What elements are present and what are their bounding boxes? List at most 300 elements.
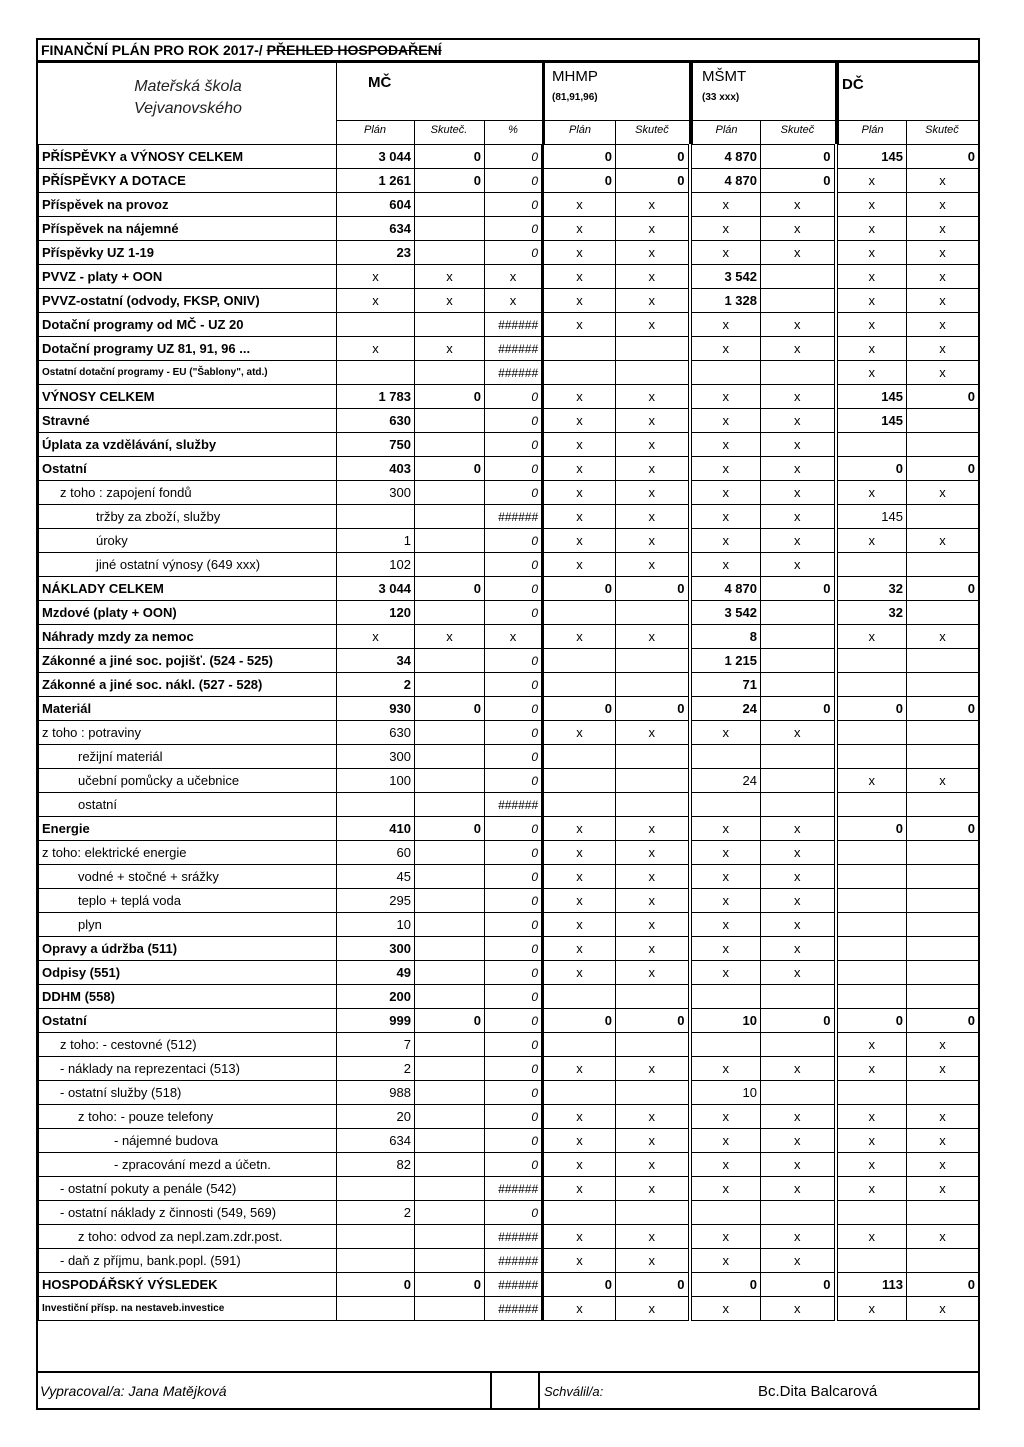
cell-msmt-actual: x — [761, 961, 836, 985]
row-label: Odpisy (551) — [39, 961, 337, 985]
cell-dc-plan: x — [836, 769, 907, 793]
cell-dc-plan: x — [836, 529, 907, 553]
cell-mc-pct: 0 — [485, 913, 543, 937]
cell-mhmp-plan: 0 — [543, 577, 616, 601]
cell-mc-plan: 10 — [337, 913, 415, 937]
cell-mhmp-plan: x — [543, 841, 616, 865]
cell-dc-actual — [907, 433, 979, 457]
cell-dc-actual: x — [907, 1129, 979, 1153]
row-label: HOSPODÁŘSKÝ VÝSLEDEK — [39, 1273, 337, 1297]
cell-msmt-plan: 71 — [690, 673, 761, 697]
cell-mc-actual — [415, 673, 485, 697]
cell-mc-plan: x — [337, 265, 415, 289]
cell-mhmp-actual: x — [616, 433, 690, 457]
cell-dc-plan: 145 — [836, 385, 907, 409]
cell-msmt-plan: 3 542 — [690, 265, 761, 289]
cell-msmt-actual: x — [761, 1129, 836, 1153]
cell-mc-pct: 0 — [485, 481, 543, 505]
cell-mhmp-actual: x — [616, 865, 690, 889]
cell-msmt-actual: x — [761, 313, 836, 337]
cell-mhmp-actual: x — [616, 937, 690, 961]
table-row — [39, 265, 979, 289]
cell-mc-pct: 0 — [485, 553, 543, 577]
cell-msmt-plan: x — [690, 865, 761, 889]
cell-mc-actual — [415, 1081, 485, 1105]
cell-mhmp-plan — [543, 673, 616, 697]
row-label: NÁKLADY CELKEM — [39, 577, 337, 601]
cell-mc-actual: 0 — [415, 457, 485, 481]
cell-mc-pct: 0 — [485, 697, 543, 721]
cell-msmt-plan: 24 — [690, 697, 761, 721]
cell-mhmp-plan: 0 — [543, 1009, 616, 1033]
cell-mc-plan: 2 — [337, 1057, 415, 1081]
cell-msmt-plan — [690, 1033, 761, 1057]
cell-dc-actual: x — [907, 361, 979, 385]
group-dc: DČ — [842, 76, 864, 93]
cell-mc-plan: 750 — [337, 433, 415, 457]
cell-msmt-plan: x — [690, 841, 761, 865]
table-row — [39, 1057, 979, 1081]
cell-mc-plan: 1 — [337, 529, 415, 553]
cell-dc-plan: x — [836, 361, 907, 385]
cell-msmt-actual: x — [761, 1249, 836, 1273]
cell-msmt-plan: x — [690, 457, 761, 481]
cell-mc-actual — [415, 961, 485, 985]
cell-mhmp-plan: x — [543, 889, 616, 913]
cell-mhmp-actual: x — [616, 385, 690, 409]
cell-mhmp-plan — [543, 769, 616, 793]
cell-mhmp-plan: x — [543, 1129, 616, 1153]
cell-mc-pct: 0 — [485, 817, 543, 841]
cell-mhmp-plan: x — [543, 241, 616, 265]
cell-msmt-actual — [761, 625, 836, 649]
cell-msmt-actual — [761, 673, 836, 697]
cell-msmt-actual: x — [761, 1177, 836, 1201]
cell-msmt-actual — [761, 265, 836, 289]
cell-dc-actual: 0 — [907, 1273, 979, 1297]
table-row — [39, 433, 979, 457]
cell-mc-plan: 403 — [337, 457, 415, 481]
table-row — [39, 865, 979, 889]
cell-mc-actual — [415, 841, 485, 865]
cell-dc-actual: x — [907, 529, 979, 553]
row-label: Ostatní — [39, 1009, 337, 1033]
cell-mhmp-plan: 0 — [543, 169, 616, 193]
cell-dc-plan: x — [836, 265, 907, 289]
col-header-mc-actual: Skuteč. — [430, 124, 468, 136]
cell-mc-plan: 49 — [337, 961, 415, 985]
cell-msmt-plan — [690, 793, 761, 817]
group-mc: MČ — [368, 74, 392, 91]
cell-mc-plan: 45 — [337, 865, 415, 889]
cell-msmt-plan: x — [690, 553, 761, 577]
cell-mhmp-actual — [616, 793, 690, 817]
cell-mc-plan: 2 — [337, 1201, 415, 1225]
cell-mc-pct: 0 — [485, 601, 543, 625]
cell-mhmp-actual — [616, 1081, 690, 1105]
cell-mhmp-actual: x — [616, 217, 690, 241]
table-row — [39, 385, 979, 409]
group-msmt-sub: (33 xxx) — [702, 92, 740, 103]
cell-msmt-actual: x — [761, 1105, 836, 1129]
table-row — [39, 1297, 979, 1321]
cell-mc-actual — [415, 913, 485, 937]
cell-mhmp-plan — [543, 1201, 616, 1225]
table-row — [39, 1081, 979, 1105]
cell-mhmp-actual — [616, 601, 690, 625]
cell-mc-pct: 0 — [485, 841, 543, 865]
cell-mhmp-actual: x — [616, 265, 690, 289]
cell-dc-actual: x — [907, 1105, 979, 1129]
cell-mhmp-plan: x — [543, 937, 616, 961]
table-row — [39, 961, 979, 985]
row-label: z toho: elektrické energie — [39, 841, 337, 865]
row-label: teplo + teplá voda — [39, 889, 337, 913]
table-row — [39, 169, 979, 193]
cell-mhmp-actual — [616, 745, 690, 769]
row-label: Stravné — [39, 409, 337, 433]
cell-dc-plan: 0 — [836, 817, 907, 841]
cell-msmt-plan: x — [690, 433, 761, 457]
table-row — [39, 625, 979, 649]
cell-msmt-plan: 10 — [690, 1009, 761, 1033]
cell-mhmp-plan: x — [543, 1225, 616, 1249]
cell-msmt-actual: x — [761, 889, 836, 913]
cell-dc-actual: x — [907, 625, 979, 649]
cell-dc-plan: x — [836, 1105, 907, 1129]
cell-mc-pct: 0 — [485, 1201, 543, 1225]
cell-mhmp-actual: x — [616, 193, 690, 217]
cell-msmt-actual: x — [761, 553, 836, 577]
cell-mhmp-plan: x — [543, 505, 616, 529]
cell-dc-plan — [836, 889, 907, 913]
cell-mhmp-actual: x — [616, 1057, 690, 1081]
cell-msmt-actual: x — [761, 1297, 836, 1321]
cell-msmt-actual: 0 — [761, 577, 836, 601]
cell-msmt-actual — [761, 769, 836, 793]
cell-msmt-plan: 3 542 — [690, 601, 761, 625]
cell-mhmp-plan — [543, 985, 616, 1009]
row-label: VÝNOSY CELKEM — [39, 385, 337, 409]
cell-dc-actual: x — [907, 313, 979, 337]
cell-mhmp-actual: 0 — [616, 169, 690, 193]
cell-dc-actual — [907, 889, 979, 913]
table-header — [38, 62, 978, 144]
cell-msmt-actual: x — [761, 457, 836, 481]
table-row — [39, 289, 979, 313]
cell-mc-plan — [337, 505, 415, 529]
cell-dc-plan: x — [836, 1057, 907, 1081]
cell-msmt-actual: 0 — [761, 1273, 836, 1297]
cell-mhmp-plan: x — [543, 289, 616, 313]
cell-mhmp-plan: x — [543, 457, 616, 481]
table-row — [39, 913, 979, 937]
school-line-2: Vejvanovského — [134, 100, 242, 117]
cell-msmt-plan: x — [690, 721, 761, 745]
cell-msmt-actual — [761, 985, 836, 1009]
table-row — [39, 697, 979, 721]
table-row — [39, 145, 979, 169]
cell-mc-actual — [415, 1201, 485, 1225]
cell-mhmp-actual — [616, 1033, 690, 1057]
cell-mhmp-plan — [543, 649, 616, 673]
cell-msmt-plan: x — [690, 1225, 761, 1249]
cell-mc-actual — [415, 505, 485, 529]
cell-dc-plan — [836, 1081, 907, 1105]
cell-mc-pct: 0 — [485, 145, 543, 169]
table-row — [39, 889, 979, 913]
cell-dc-actual: x — [907, 337, 979, 361]
cell-mc-pct: x — [485, 625, 543, 649]
cell-mhmp-actual: 0 — [616, 145, 690, 169]
cell-msmt-actual: x — [761, 913, 836, 937]
cell-mc-actual — [415, 409, 485, 433]
cell-mhmp-actual: x — [616, 553, 690, 577]
row-label: z toho : zapojení fondů — [39, 481, 337, 505]
cell-dc-actual: x — [907, 1033, 979, 1057]
cell-mc-plan — [337, 1225, 415, 1249]
row-label: PVVZ - platy + OON — [39, 265, 337, 289]
cell-dc-actual: x — [907, 265, 979, 289]
cell-msmt-actual: x — [761, 817, 836, 841]
cell-mc-actual — [415, 241, 485, 265]
cell-mc-pct: ###### — [485, 337, 543, 361]
cell-mhmp-actual: x — [616, 961, 690, 985]
col-header-dc-actual: Skuteč — [925, 124, 959, 136]
cell-dc-actual — [907, 985, 979, 1009]
cell-mc-actual — [415, 721, 485, 745]
cell-mc-actual — [415, 1129, 485, 1153]
row-label: - ostatní služby (518) — [39, 1081, 337, 1105]
row-label: ostatní — [39, 793, 337, 817]
row-label: Dotační programy UZ 81, 91, 96 ... — [39, 337, 337, 361]
cell-msmt-plan: 4 870 — [690, 577, 761, 601]
cell-mc-pct: 0 — [485, 1057, 543, 1081]
cell-dc-plan — [836, 649, 907, 673]
cell-dc-actual: x — [907, 481, 979, 505]
cell-msmt-plan: x — [690, 313, 761, 337]
cell-mc-pct: 0 — [485, 769, 543, 793]
row-label: Úplata za vzdělávání, služby — [39, 433, 337, 457]
cell-mc-pct: ###### — [485, 793, 543, 817]
cell-mc-actual — [415, 1033, 485, 1057]
table-row — [39, 1153, 979, 1177]
row-label: Příspěvek na provoz — [39, 193, 337, 217]
table-row — [39, 481, 979, 505]
cell-dc-actual: x — [907, 1153, 979, 1177]
cell-msmt-plan: 4 870 — [690, 145, 761, 169]
cell-mc-pct: x — [485, 265, 543, 289]
school-line-1: Mateřská škola — [134, 78, 242, 95]
cell-msmt-plan: x — [690, 889, 761, 913]
cell-dc-plan: x — [836, 313, 907, 337]
cell-mhmp-actual: 0 — [616, 1009, 690, 1033]
cell-mc-pct: 0 — [485, 241, 543, 265]
cell-dc-actual — [907, 913, 979, 937]
table-row — [39, 1009, 979, 1033]
cell-mhmp-actual: x — [616, 889, 690, 913]
cell-mc-pct: 0 — [485, 217, 543, 241]
cell-mc-plan: 634 — [337, 217, 415, 241]
cell-msmt-plan: x — [690, 1177, 761, 1201]
cell-msmt-plan: x — [690, 913, 761, 937]
table-row — [39, 409, 979, 433]
cell-msmt-plan: x — [690, 193, 761, 217]
cell-mc-plan: 120 — [337, 601, 415, 625]
table-row — [39, 457, 979, 481]
table-row — [39, 1249, 979, 1273]
cell-mhmp-actual: x — [616, 481, 690, 505]
table-row — [39, 553, 979, 577]
cell-mhmp-plan: x — [543, 625, 616, 649]
group-msmt: MŠMT — [702, 68, 747, 85]
cell-dc-plan: x — [836, 625, 907, 649]
cell-dc-plan — [836, 937, 907, 961]
cell-mc-plan: 34 — [337, 649, 415, 673]
cell-mc-actual — [415, 937, 485, 961]
cell-mhmp-plan: x — [543, 193, 616, 217]
cell-mhmp-actual: x — [616, 841, 690, 865]
cell-mc-actual — [415, 1153, 485, 1177]
row-label: z toho: odvod za nepl.zam.zdr.post. — [39, 1225, 337, 1249]
table-row — [39, 601, 979, 625]
cell-mc-actual — [415, 1297, 485, 1321]
cell-mc-plan: 300 — [337, 481, 415, 505]
cell-dc-plan: 145 — [836, 505, 907, 529]
cell-mhmp-actual: x — [616, 241, 690, 265]
cell-mhmp-actual: x — [616, 1297, 690, 1321]
signature-footer — [38, 1371, 978, 1410]
cell-msmt-actual: x — [761, 409, 836, 433]
cell-mc-actual: 0 — [415, 817, 485, 841]
cell-dc-plan: x — [836, 193, 907, 217]
cell-mhmp-plan — [543, 1081, 616, 1105]
cell-dc-plan — [836, 841, 907, 865]
cell-mc-pct: 0 — [485, 985, 543, 1009]
cell-msmt-plan: 10 — [690, 1081, 761, 1105]
row-label: Příspěvek na nájemné — [39, 217, 337, 241]
cell-mc-actual: 0 — [415, 697, 485, 721]
cell-msmt-plan: 1 215 — [690, 649, 761, 673]
cell-mhmp-actual: 0 — [616, 577, 690, 601]
cell-mc-pct: 0 — [485, 1129, 543, 1153]
title-main: FINANČNÍ PLÁN PRO ROK 2017-/ — [41, 42, 263, 58]
cell-mhmp-plan: x — [543, 385, 616, 409]
cell-mhmp-plan: x — [543, 1297, 616, 1321]
row-label: Zákonné a jiné soc. pojišť. (524 - 525) — [39, 649, 337, 673]
cell-mc-plan: 23 — [337, 241, 415, 265]
col-header-mc-pct: % — [508, 124, 518, 136]
cell-mc-plan: 604 — [337, 193, 415, 217]
row-label: úroky — [39, 529, 337, 553]
table-row — [39, 985, 979, 1009]
table-row — [39, 193, 979, 217]
title-struck: PŘEHLED HOSPODAŘENÍ — [266, 42, 442, 58]
cell-mc-plan: x — [337, 289, 415, 313]
cell-msmt-plan — [690, 985, 761, 1009]
cell-mc-actual: 0 — [415, 385, 485, 409]
cell-mhmp-plan: x — [543, 817, 616, 841]
table-row — [39, 313, 979, 337]
cell-dc-plan: x — [836, 337, 907, 361]
cell-mc-pct: 0 — [485, 433, 543, 457]
row-label: režijní materiál — [39, 745, 337, 769]
cell-dc-actual — [907, 673, 979, 697]
cell-mc-pct: 0 — [485, 961, 543, 985]
cell-dc-plan: x — [836, 217, 907, 241]
cell-mc-plan: 630 — [337, 409, 415, 433]
cell-mc-pct: 0 — [485, 865, 543, 889]
row-label: PŘÍSPĚVKY A DOTACE — [39, 169, 337, 193]
table-row — [39, 841, 979, 865]
table-row — [39, 217, 979, 241]
cell-dc-actual: 0 — [907, 817, 979, 841]
financial-plan-sheet — [36, 38, 980, 1410]
cell-msmt-plan: x — [690, 241, 761, 265]
cell-mc-pct: 0 — [485, 1009, 543, 1033]
cell-mhmp-plan: x — [543, 217, 616, 241]
cell-dc-plan: x — [836, 1129, 907, 1153]
cell-mhmp-actual — [616, 985, 690, 1009]
cell-mhmp-actual: x — [616, 817, 690, 841]
cell-mhmp-plan: x — [543, 313, 616, 337]
cell-msmt-plan: x — [690, 1129, 761, 1153]
cell-mc-plan: 634 — [337, 1129, 415, 1153]
cell-mc-actual — [415, 649, 485, 673]
cell-dc-plan: 32 — [836, 601, 907, 625]
table-row — [39, 649, 979, 673]
cell-mc-actual — [415, 481, 485, 505]
cell-msmt-actual: x — [761, 217, 836, 241]
cell-mc-plan: 60 — [337, 841, 415, 865]
cell-mhmp-plan: x — [543, 265, 616, 289]
cell-mc-plan: 2 — [337, 673, 415, 697]
cell-mc-actual — [415, 793, 485, 817]
col-header-mc-plan: Plán — [363, 124, 387, 136]
cell-msmt-actual — [761, 1081, 836, 1105]
cell-dc-actual — [907, 1249, 979, 1273]
row-label: - ostatní pokuty a penále (542) — [39, 1177, 337, 1201]
cell-mhmp-actual — [616, 361, 690, 385]
cell-mc-actual — [415, 361, 485, 385]
row-label: z toho: - pouze telefony — [39, 1105, 337, 1129]
cell-dc-actual: x — [907, 169, 979, 193]
cell-dc-plan: x — [836, 241, 907, 265]
cell-mc-plan: 102 — [337, 553, 415, 577]
cell-dc-plan: x — [836, 169, 907, 193]
cell-mc-plan: 7 — [337, 1033, 415, 1057]
cell-mc-plan: 1 783 — [337, 385, 415, 409]
cell-mc-pct: 0 — [485, 529, 543, 553]
col-header-mhmp-actual: Skuteč — [635, 124, 669, 136]
cell-mhmp-plan: 0 — [543, 697, 616, 721]
cell-dc-actual — [907, 745, 979, 769]
cell-mhmp-plan — [543, 793, 616, 817]
cell-dc-plan — [836, 1249, 907, 1273]
cell-mc-actual: 0 — [415, 1273, 485, 1297]
cell-mc-plan — [337, 1297, 415, 1321]
cell-dc-plan: x — [836, 1153, 907, 1177]
cell-dc-actual: x — [907, 241, 979, 265]
cell-dc-actual — [907, 721, 979, 745]
row-label: - náklady na reprezentaci (513) — [39, 1057, 337, 1081]
cell-mhmp-actual: x — [616, 1105, 690, 1129]
row-label: - zpracování mezd a účetn. — [39, 1153, 337, 1177]
cell-mc-actual: x — [415, 337, 485, 361]
table-row — [39, 1177, 979, 1201]
row-label: vodné + stočné + srážky — [39, 865, 337, 889]
cell-mhmp-actual — [616, 649, 690, 673]
